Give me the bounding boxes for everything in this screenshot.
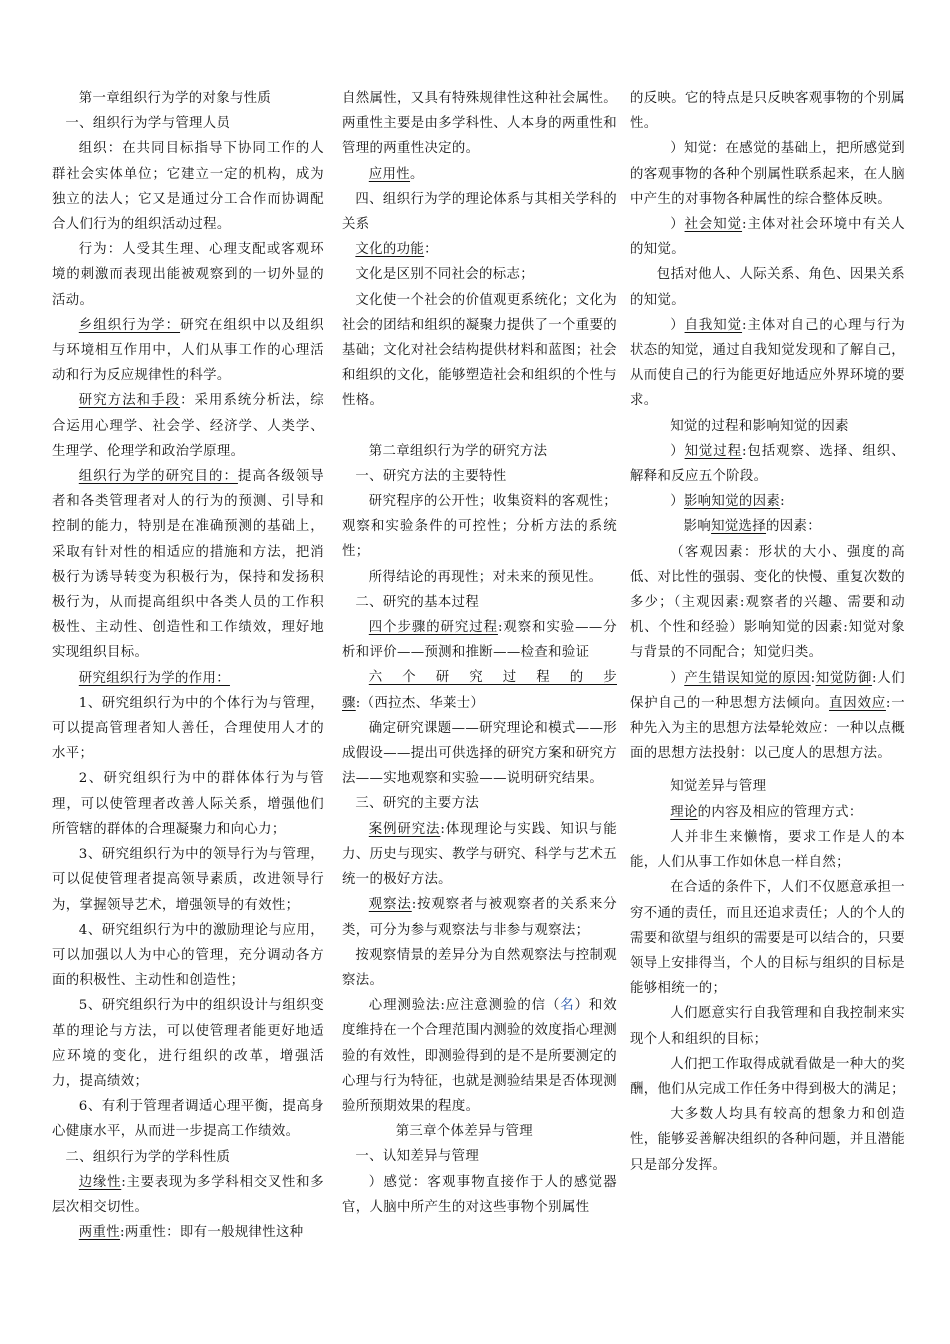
paragraph-self-perception xyxy=(630,313,905,414)
text-theory: 的内容及相应的管理方式： xyxy=(697,804,863,820)
paragraph-psych-test xyxy=(342,993,617,1119)
paragraph-ob-definition xyxy=(52,313,324,389)
paragraph-observation xyxy=(342,892,617,942)
text-edge: :主要表现为多学科相交叉性和多层次相交切性。 xyxy=(52,1174,324,1215)
paragraph-six-steps-detail: 确定研究课题——研究理论和模式——形成假设——提出可供选择的研究方案和研究方法——实地观察和实验——说明研究结果。 xyxy=(342,720,617,787)
term-applied: 应用性 xyxy=(368,166,411,182)
ch2-section-2-heading: 二、研究的基本过程 xyxy=(355,594,480,610)
term-four-steps: 四个步骤的研究过程 xyxy=(368,620,498,636)
term-edge: 边缘性 xyxy=(78,1174,122,1190)
paragraph-method-traits-2: 所得结论的再现性；对未来的预见性。 xyxy=(368,569,603,585)
list-item-role-6: 6、有利于管理者调适心理平衡，提高身心健康水平，从而进一步提高工作绩效。 xyxy=(52,1099,324,1140)
list-item-role-2: 2、研究组织行为中的群体体行为与管理，可以使管理者改善人际关系，增强他们所管辖的群体的合理凝聚力和向心力； xyxy=(52,771,324,837)
section-4-heading: 四、组织行为学的理论体系与其相关学科的关系 xyxy=(342,191,617,233)
term-role: 研究组织行为学的作用： xyxy=(78,670,230,686)
ch2-section-3-heading: 三、研究的主要方法 xyxy=(355,796,480,812)
paragraph-observation-2: 按观察情景的差异分为自然观察法与控制观察法。 xyxy=(342,947,617,988)
term-theory: 理论 xyxy=(670,804,698,820)
term-self-perception: 自我知觉 xyxy=(684,317,743,333)
term-ob: 乡组织行为学： xyxy=(78,317,181,333)
term-method: 研究方法和手段 xyxy=(78,393,181,409)
column-left xyxy=(52,86,324,1245)
text-psych-blue: 名 xyxy=(560,998,575,1014)
chapter-3-title: 第三章个体差异与管理 xyxy=(395,1124,533,1140)
ch3-section-1-heading: 一、认知差异与管理 xyxy=(355,1149,480,1165)
role-title xyxy=(52,666,324,691)
paragraph-theory-5: 大多数人均具有较高的想象力和创造性，能够妥善解决组织的各种问题，并且潜能只是部分发挥。 xyxy=(630,1107,905,1173)
term-defense: 知觉防御 xyxy=(815,670,873,686)
paragraph-theory-3: 人们愿意实行自我管理和自我控制来实现个人和组织的目标； xyxy=(630,1006,905,1047)
term-purpose: 组织行为学的研究目的： xyxy=(78,469,238,485)
text-infl-pre: ） xyxy=(670,494,684,510)
term-observation: 观察法 xyxy=(368,897,412,913)
text-sel-pre: 影响 xyxy=(683,519,712,535)
paragraph-sensation-continued: 的反映。它的特点是只反映客观事物的个别属性。 xyxy=(630,91,905,132)
text-purpose: 提高各级领导者和各类管理者对人的行为的预测、引导和控制的能力，特别是在准确预测的基础上，采取有针对性的相适应的措施和方法，把消极行为诱导转变为积极行为，保持和发扬积极行为，从而提高组织中各类人员的工作积极性、主动性、创造性和工作绩效，理好地实现组织目标。 xyxy=(52,469,324,661)
paragraph-factors: （客观因素：形状的大小、强度的高低、对比性的强弱、变化的快慢、重复次数的多少；（主观因素:观察者的兴趣、需要和动机、个性和经验）影响知觉的因素:知觉对象与背景的不同配合；知觉归类。 xyxy=(630,544,905,661)
term-case-study: 案例研究法 xyxy=(368,821,441,837)
term-perception-process: 知觉过程 xyxy=(684,443,743,459)
term-error: 产生错误知觉的原因 xyxy=(684,670,811,686)
term-halo: 直因效应 xyxy=(829,695,886,711)
paragraph-six-steps xyxy=(342,665,617,715)
paragraph-social-perception xyxy=(630,212,905,262)
text-halo: :一种先入为主的思想方法晕轮效应：一种以点概面的思想方法投射：以己度人的思想方法。 xyxy=(630,695,906,762)
text-self-perception: :主体对自己的心理与行为状态的知觉，通过自我知觉发现和了解自己，从而使自己的行为能更好地适应外界环境的要求。 xyxy=(630,317,905,409)
paragraph-perception: ）知觉：在感觉的基础上，把所感觉到的客观事物的各种个别属性联系起来，在人脑中产生的对事物各种属性的综合整体反映。 xyxy=(630,141,905,207)
list-item-role-1: 1、研究组织行为中的个体行为与管理，可以提高管理者知人善任，合理使用人才的水平； xyxy=(52,695,324,762)
paragraph-selection xyxy=(630,514,905,539)
paragraph-case-study xyxy=(342,817,617,893)
paragraph-edge xyxy=(52,1170,324,1220)
text-four-steps: :观察和实验——分析和评价——预测和推断——检查和验证 xyxy=(342,620,617,661)
chapter-1-title: 第一章组织行为学的对象与性质 xyxy=(78,91,272,106)
text-err-colon: : xyxy=(810,670,816,686)
term-selection: 知觉选择 xyxy=(711,519,767,535)
paragraph-influence xyxy=(630,489,905,514)
term-dual: 两重性 xyxy=(78,1225,121,1241)
section-2-heading: 二、组织行为学的学科性质 xyxy=(65,1149,231,1165)
paragraph-method-traits: 研究程序的公开性；收集资料的客观性；观察和实验条件的可控性；分析方法的系统性； xyxy=(342,494,617,560)
list-item-role-5: 5、研究组织行为中的组织设计与组织变革的理论与方法，可以使管理者能更好地适应环境的变化，进行组织的改革，增强活力，提高绩效； xyxy=(52,998,324,1089)
paragraph-theory-1: 人并非生来懒惰，要求工作是人的本能，人们从事工作如休息一样自然； xyxy=(630,829,905,871)
heading-perception-process: 知觉的过程和影响知觉的因素 xyxy=(670,418,849,434)
term-six-steps: 六个研究过程的步骤 xyxy=(342,670,617,711)
text-dual: :两重性：即有一般规律性这种 xyxy=(120,1225,304,1241)
chapter-2-title: 第二章组织行为学的研究方法 xyxy=(368,443,548,459)
text-err-pre: ） xyxy=(670,670,685,686)
list-item-role-4: 4、研究组织行为中的激励理论与应用，可以加强以人为中心的管理，充分调动各方面的积极性、主动性和创造性； xyxy=(52,922,324,989)
text-case-study: :体现理论与实践、知识与能力、历史与现实、教学与研究、科学与艺术五统一的极好方法。 xyxy=(342,821,618,888)
paragraph-theory-2: 在合适的条件下，人们不仅愿意承担一穷不通的责任，而且还追求责任；人的个人的需要和欲望与组织的需要是可以结合的，只要领导上安排得当，个人的目标与组织的目标是能够相统一的； xyxy=(630,880,905,997)
text-social-perception: :主体对社会环境中有关人的知觉。 xyxy=(630,217,905,258)
text-six-steps: :（西拉杰、华莱士） xyxy=(355,695,485,711)
text-observation: :按观察者与被观察者的关系来分类，可分为参与观察法与非参与观察法； xyxy=(342,897,617,938)
text-self-pre: ） xyxy=(670,317,685,333)
term-social-perception: 社会知觉 xyxy=(684,217,743,233)
spacer xyxy=(630,766,905,774)
heading-perception-difference: 知觉差异与管理 xyxy=(670,779,767,795)
paragraph-behavior: 行为：人受其生理、心理支配或客观环境的刺激而表现出能被观察到的一切外显的活动。 xyxy=(52,242,324,308)
column-middle xyxy=(342,86,617,1220)
culture-function-title xyxy=(342,237,617,262)
paragraph-organization: 组织：在共同目标指导下协同工作的人群社会实体单位；它建立一定的机构，成为独立的法人；它又是通过分工合作而协调配合人们行为的组织活动过程。 xyxy=(52,141,324,233)
section-1-heading: 一、组织行为学与管理人员 xyxy=(65,116,231,132)
column-right xyxy=(630,86,905,1178)
paragraph-dual-continued: 自然属性，又具有特殊规律性这种社会属性。两重性主要是由多学科性、人本身的两重性和管理的两重性决定的。 xyxy=(342,91,617,157)
text-culture-function-tail: ： xyxy=(424,242,438,258)
paragraph-error xyxy=(630,666,905,767)
list-item-role-3: 3、研究组织行为中的领导行为与管理，可以促使管理者提高领导素质，改进领导行为，掌握领导艺术，增强领导的有效性； xyxy=(52,847,324,913)
paragraph-theory-4: 人们把工作取得成就看做是一种大的奖酬，他们从完成工作任务中得到极大的满足； xyxy=(630,1056,905,1097)
paragraph-social-include: 包括对他人、人际关系、角色、因果关系的知觉。 xyxy=(630,267,905,308)
paragraph-culture-2: 文化使一个社会的价值观更系统化；文化为社会的团结和组织的凝聚力提供了一个重要的基础；文化对社会结构提供材料和蓝图；社会和组织的文化，能够塑造社会和组织的个性与性格。 xyxy=(342,292,617,409)
text-defense: :人们保护自己的一种思想方法倾向。 xyxy=(630,670,905,711)
text-psych-a: 心理测验法:应注意测验的信（ xyxy=(368,998,561,1014)
spacer xyxy=(342,414,617,439)
text-proc-pre: ） xyxy=(670,443,685,459)
paragraph-theory xyxy=(630,800,905,825)
paragraph-culture-1: 文化是区别不同社会的标志； xyxy=(355,267,535,283)
text-applied-tail: 。 xyxy=(410,166,424,182)
paragraph-sensation: ）感觉：客观事物直接作于人的感觉器官，人脑中所产生的对这些事物个别属性 xyxy=(342,1174,617,1215)
paragraph-dual xyxy=(52,1220,324,1245)
paragraph-four-steps xyxy=(342,615,617,665)
term-culture-function: 文化的功能 xyxy=(355,242,425,258)
text-social-pre: ） xyxy=(670,217,685,233)
text-perception-process: :包括观察、选择、组织、解释和反应五个阶段。 xyxy=(630,443,905,485)
paragraph-research-purpose xyxy=(52,464,324,666)
paragraph-perception-process xyxy=(630,439,905,489)
text-ob: 研究在组织中以及组织与环境相互作用中，人们从事工作的心理活动和行为反应规律性的科学。 xyxy=(52,317,324,384)
text-method: ：采用系统分析法，综合运用心理学、社会学、经济学、人类学、生理学、伦理学和政治学原理。 xyxy=(52,393,324,459)
paragraph-research-method xyxy=(52,388,324,464)
text-psych-b: ）和效度维持在一个合理范围内测验的效度指心理测验的有效性，即测验得到的是不是所要测定的心理与行为特征，也就是测验结果是否体现测验所预期效果的程度。 xyxy=(342,998,617,1114)
ch2-section-1-heading: 一、研究方法的主要特性 xyxy=(355,468,507,484)
term-influence: 影响知觉的因素 xyxy=(683,494,781,510)
paragraph-applied xyxy=(342,162,617,187)
text-selection: 的因素： xyxy=(766,519,822,535)
text-infl-tail: : xyxy=(780,494,785,510)
